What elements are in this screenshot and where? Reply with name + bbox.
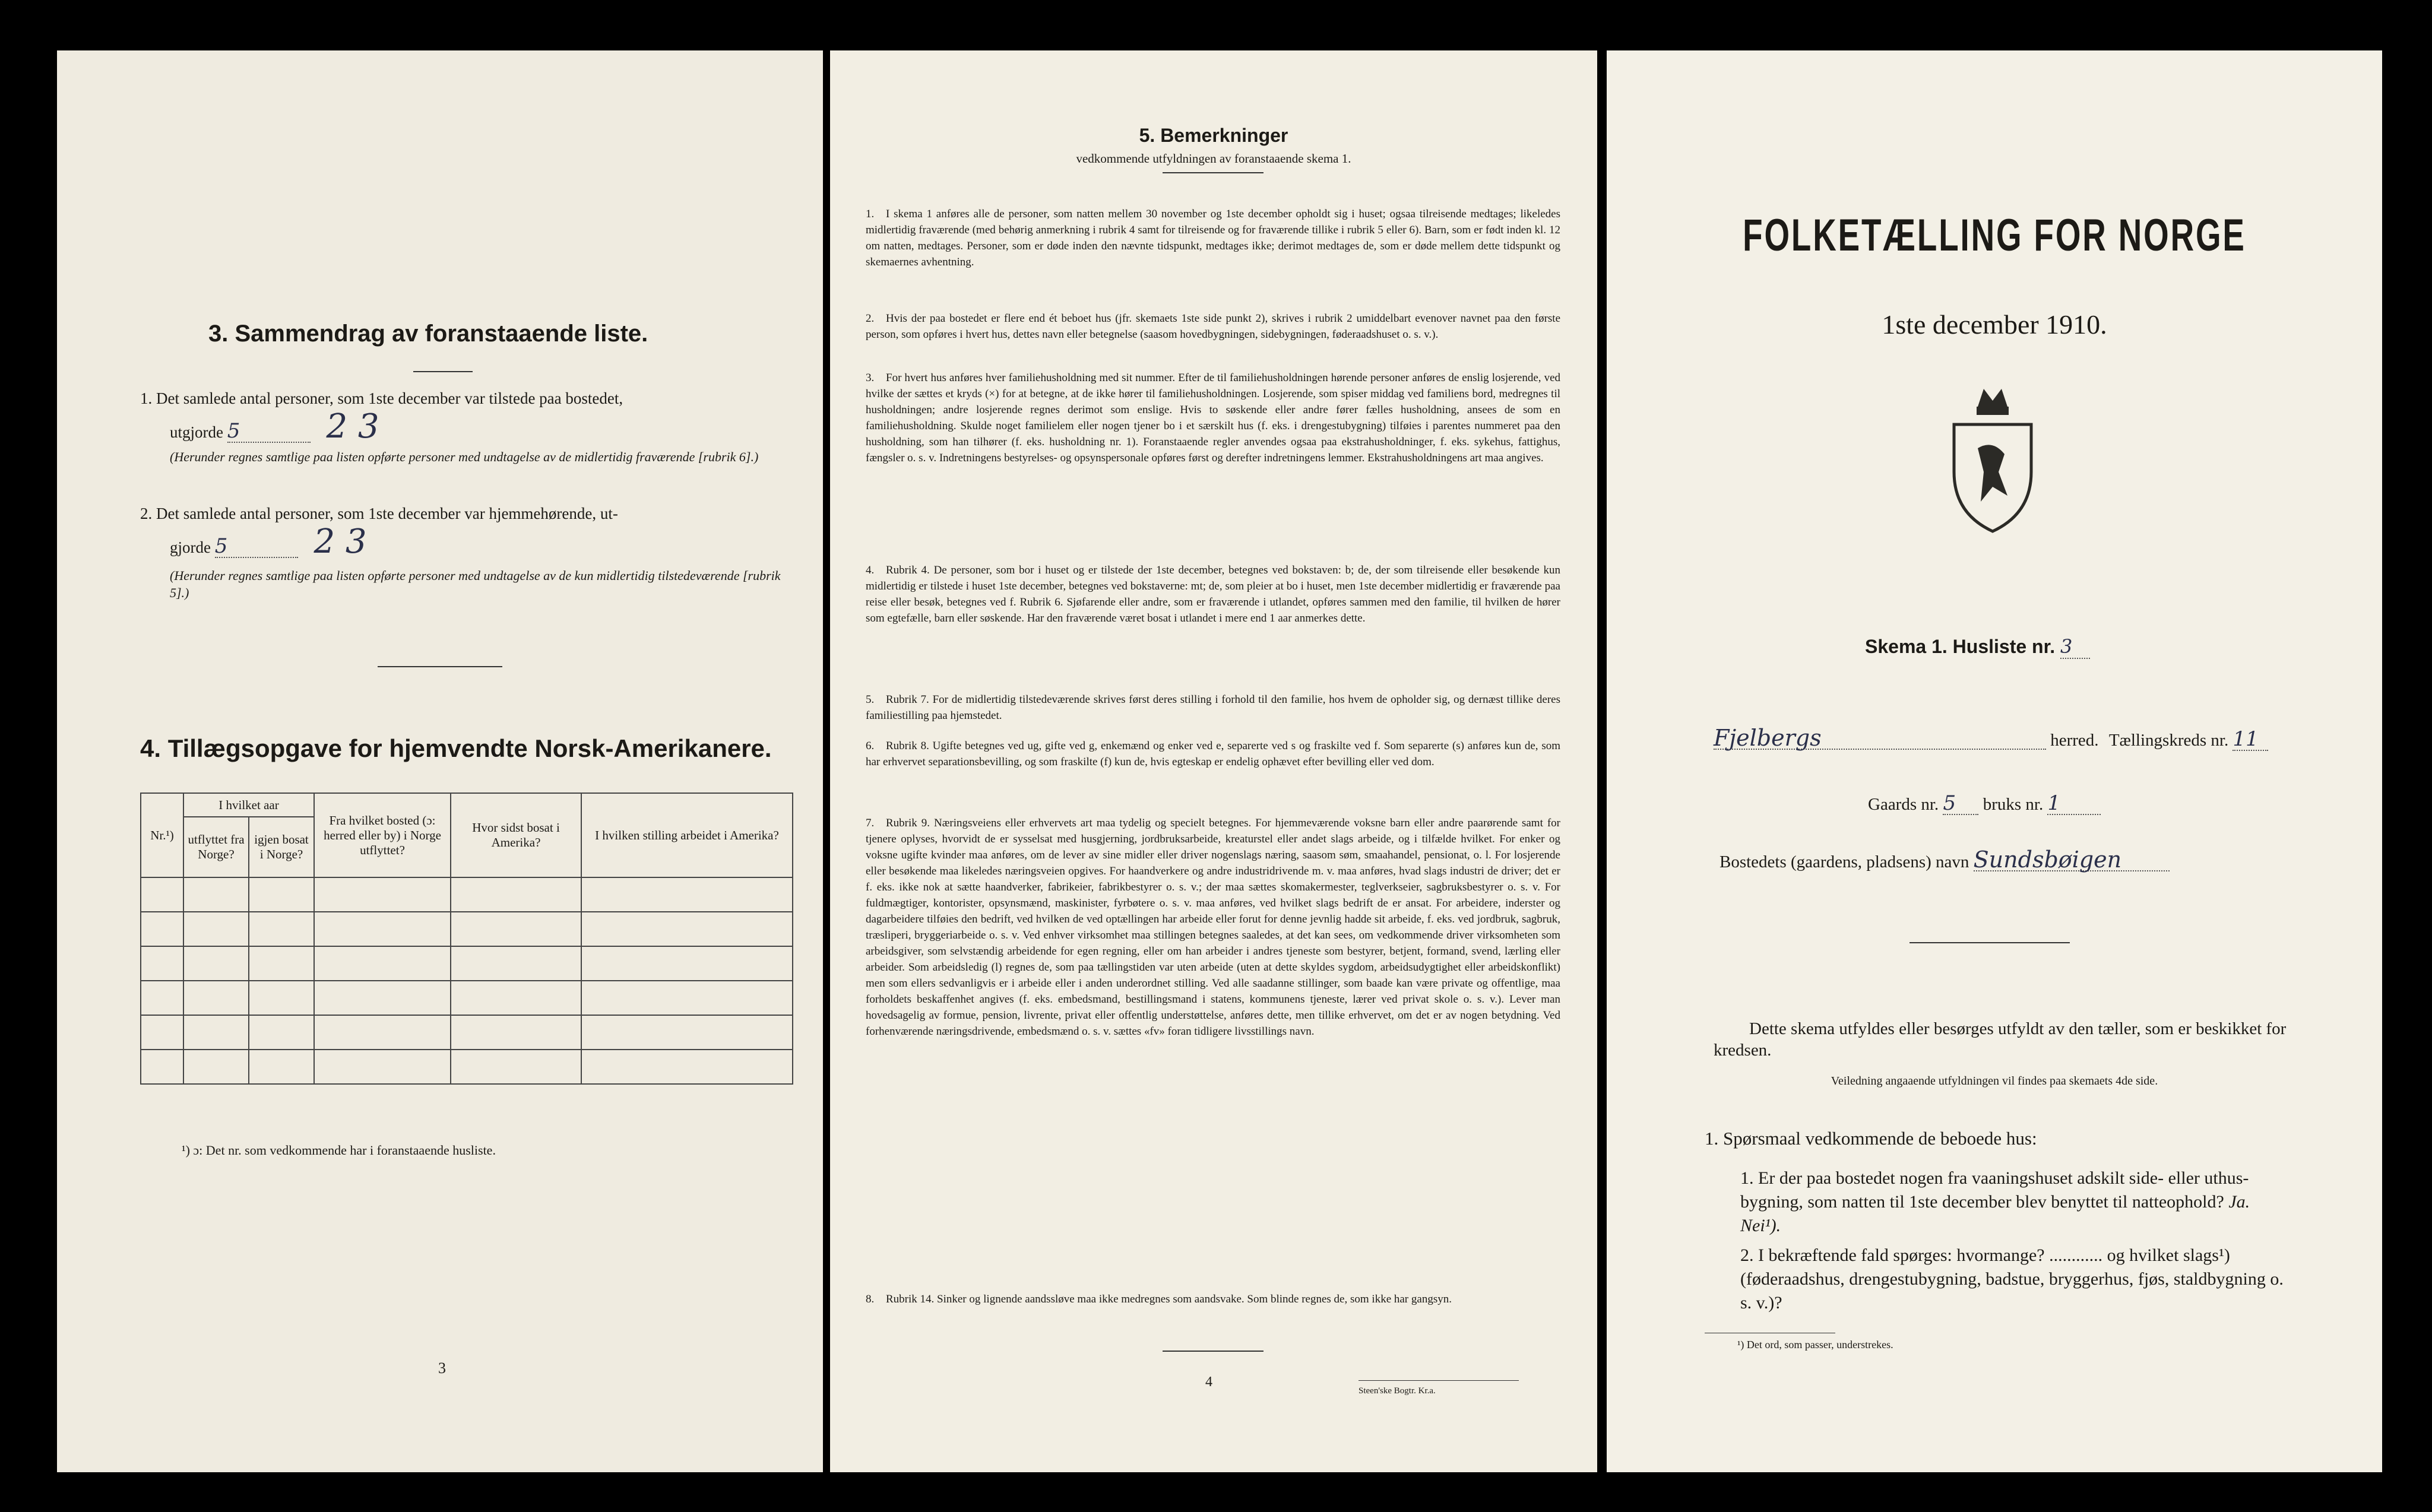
remark-num: 2. — [866, 312, 875, 325]
divider — [1163, 172, 1264, 173]
divider — [1910, 942, 2070, 943]
table-row — [141, 981, 793, 1015]
remarks-title: 5. Bemerkninger — [1139, 125, 1288, 146]
divider — [378, 666, 502, 667]
divider — [413, 371, 473, 372]
count-present-print: 5 — [227, 420, 311, 443]
kreds-label: Tællingskreds nr. — [2108, 731, 2229, 750]
count-resident-handwritten: 2 3 — [314, 522, 367, 561]
gaards-label: Gaards nr. — [1868, 795, 1939, 814]
cover-footnote: ¹) Det ord, som passer, understrekes. — [1737, 1339, 1893, 1351]
section3-title: 3. Sammendrag av foranstaaende liste. — [208, 321, 648, 347]
herred-line — [1714, 727, 2307, 751]
utgjorde-label: utgjorde — [170, 423, 223, 441]
table-footnote: ¹) ɔ: Det nr. som vedkommende har i foranstaaende husliste. — [182, 1143, 496, 1158]
summary-note-1: (Herunder regnes samtlige paa listen opførte personer med undtagelse av de midlertidig fraværende [rubrik 6].) — [170, 449, 759, 464]
col-group-year: I hvilket aar — [183, 793, 314, 817]
table-row — [141, 912, 793, 946]
gjorde-label: gjorde — [170, 538, 211, 556]
cover-page — [1607, 50, 2382, 1472]
bosted-name: Sundsbøigen — [1974, 849, 2170, 871]
coat-of-arms-icon — [1942, 383, 2043, 537]
table-row — [141, 877, 793, 912]
gaards-nr: 5 — [1943, 793, 1978, 815]
gaards-line — [1868, 793, 2101, 815]
remarks-subtitle: vedkommende utfyldningen av foranstaaende skema 1. — [1076, 151, 1351, 166]
table-row — [141, 1050, 793, 1084]
remark-num: 3. — [866, 372, 875, 384]
count-resident-print: 5 — [215, 535, 298, 558]
instruction-small: Veiledning angaaende utfyldningen vil findes paa skemaets 4de side. — [1831, 1074, 2158, 1088]
herred-label: herred. — [2050, 731, 2099, 750]
summary-item-2-value — [170, 522, 367, 561]
remark-item-5 — [866, 692, 1560, 724]
remark-item-6 — [866, 738, 1560, 770]
bruks-label: bruks nr. — [1983, 795, 2044, 814]
remark-text: I skema 1 anføres alle de personer, som natten mellem 30 november og 1ste december opholdt sig i huset; ogsaa tilreisende medtages; likeledes midlertidig fraværende (med behørig anmerkning i rubrik 4 samt for tilreisende og for fraværende tillike i rubrik 5 eller 6). Barn, som er født inden kl. 12 om natten, medtages. Personer, som er døde inden den nævnte tidspunkt, medtages ikke; derimot medtages de, som er døde mellem dette tidspunkt og skemaernes avhentning. — [866, 208, 1560, 268]
question-1-answer: Ja. Nei¹). — [1740, 1192, 2250, 1235]
husliste-nr: 3 — [2060, 635, 2090, 659]
remark-text: Rubrik 9. Næringsveiens eller erhvervets art maa tydelig og specielt betegnes. For hjemmeværende voksne barn eller andre paarørende samt for tjenere oplyses, hvorvidt de er sysselsat med husgjerning, jordbruksarbeide, kreaturstel eller andet slags arbeide, og i tilfælde hvilket. For enker og voksne ugifte kvinder maa anføres, om de lever av sine midler eller driver nogenslags næring, saasom søm, smaahandel, pensionat, o. l. For losjerende eller besøkende maa likeledes næringsveien opgives. For haandverkere og andre industridrivende m. v. maa anføres, hvad slags industri de driver; det er f. eks. ikke nok at sætte haandverker, fabrikeier, fabrikbestyrer o. s. v.; der maa sættes skomakermester, teglverkseier, sagbruksbestyrer o. s. v. For fuldmægtiger, kontorister, opsynsmænd, maskinister, fyrbøtere o. s. v. maa anføres, ved hvilket slags bedrift de er ansat. For arbeidere, inderster og dagarbeidere tilføies den bedrift, ved hvilken de ved optællingen har arbeide eller forut for denne jevnlig hadde sit arbeide, f. eks. ved jordbruk, sagbruk, træsliperi, bryggeriarbeide o. s. v. Ved enhver virksomhet maa stillingen betegnes saaledes, at det kan sees, om vedkommende driver virksomheten som arbeidsgiver, som selvstændig arbeidende for egen regning, eller om han arbeider i andres tjeneste som bestyrer, betjent, formand, svend, lærling eller arbeider. Som arbeidsledig (l) regnes de, som paa tællingstiden var uten arbeide (uten at dette skyldes sygdom, arbeidsudygtighet eller arbeidskonflikt) men som ellers sedvanligvis er i arbeide eller i anden underordnet stilling. Ved alle saadanne stillinger, som baade kan være private og offentlige, maa forholdets beskaffenhet angives (f. eks. embedsmand, bestillingsmand i statens, kommunens tjeneste, lærer ved privat skole o. s. v.). Lever man hovedsagelig av formue, pension, livrente, privat eller offentlig understøttelse, anføres dette, men tillike erhvervet, om det er av nogen betydning. Ved forhenværende næringsdrivende, embedsmænd o. s. v. sættes «fv» foran tidligere livsstillings navn. — [866, 817, 1560, 1038]
remark-num: 5. — [866, 693, 875, 706]
question-1 — [1740, 1167, 2292, 1238]
summary-item-1-value — [170, 407, 379, 446]
cover-title: FOLKETÆLLING FOR NORGE — [1743, 210, 2246, 261]
question-1-text: 1. Er der paa bostedet nogen fra vaaningshuset adskilt side- eller uthus-bygning, som natten til 1ste december blev benyttet til natteophold? — [1740, 1168, 2249, 1212]
remark-item-7 — [866, 815, 1560, 1039]
remark-text: For hvert hus anføres hver familiehusholdning med sit nummer. Efter de til familiehusholdningen hørende personer anføres de enslig losjerende, ved hvilke der sættes et kryds (×) for at betegne, at de ikke hører til familiehusholdningen. Losjerende, som spiser middag ved familiens bord, medregnes til husholdningen; andre losjerende regnes derimot som enslige. Hvis to søskende eller andre fører fælles husholdning, ansees de som en familiehusholdning. Skulde noget familielem eller nogen tjener bo i et særskilt hus (f. eks. i drengestubygning) tilføies i parentes nummeret paa den husholdning, som han tilhører (f. eks. husholdning nr. 1). Foranstaaende regler anvendes ogsaa paa ekstrahusholdninger, f. eks. sykehus, fattighus, fængsler o. s. v. Indretningens bestyrelses- og opsynspersonale opføres først og derefter indretningens lemmer. Ekstrahusholdningens art maa angives. — [866, 372, 1560, 464]
page-number: 3 — [438, 1359, 446, 1377]
remark-item-1 — [866, 206, 1560, 270]
remark-text: Rubrik 8. Ugifte betegnes ved ug, gifte ved g, enkemænd og enker ved e, separerte ved s og fraskilte ved f. Som separerte (s) anføres kun de, som har erhvervet separationsbevilling, og som fraskilte (f) kun de, hvis egteskap er endelig ophævet efter bevilling eller ved dom. — [866, 740, 1560, 768]
printer-imprint: Steen'ske Bogtr. Kr.a. — [1358, 1386, 1436, 1396]
remark-num: 6. — [866, 740, 875, 752]
divider — [1358, 1380, 1519, 1381]
col-nr: Nr.¹) — [141, 793, 183, 877]
bosted-label: Bostedets (gaardens, pladsens) navn — [1720, 852, 1969, 871]
remark-text: Rubrik 7. For de midlertidig tilstedeværende skrives først deres stilling i forhold til den familie, hos hvem de opholder sig, og dernæst tillike deres familiestilling paa hjemstedet. — [866, 693, 1560, 722]
remark-num: 7. — [866, 817, 875, 829]
page-3 — [57, 50, 823, 1472]
bosted-line — [1720, 849, 2170, 873]
remark-text: Hvis der paa bostedet er flere end ét beboet hus (jfr. skemaets 1ste side punkt 2), skrives i rubrik 2 umiddelbart evenover navnet paa den første person, som opføres i hvert hus, dettes navn eller betegnelse (saasom hovedbygningen, sidebygningen, føderaadshuset o. s. v.). — [866, 312, 1560, 341]
divider — [1163, 1351, 1264, 1352]
table-row — [141, 1015, 793, 1050]
section4-title: 4. Tillægsopgave for hjemvendte Norsk-Amerikanere. — [140, 734, 772, 762]
col-hvor-amerika: Hvor sidst bosat i Amerika? — [451, 793, 581, 877]
remark-text: Rubrik 4. De personer, som bor i huset og er tilstede der 1ste december, betegnes ved bokstaven: b; de, der som tilreisende eller besøkende kun midlertidig er tilstede i huset 1ste december, betegnes ved bokstaverne: mt; de, som pleier at bo i huset, men 1ste december midlertidig er fraværende paa reise eller besøk, betegnes ved f. Rubrik 6. Sjøfarende eller andre, som er fraværende i utlandet, opføres sammen med den familie, til hvilken de hører som egtefælle, barn eller søskende. Har den fraværende været bosat i utlandet i mere end 1 aar anmerkes dette. — [866, 564, 1560, 625]
bruks-nr: 1 — [2047, 793, 2101, 815]
remark-text: Rubrik 14. Sinker og lignende aandssløve maa ikke medregnes som aandsvake. Som blinde regnes de, som ikke har gangsyn. — [886, 1293, 1452, 1305]
remark-num: 4. — [866, 564, 875, 576]
remark-item-3 — [866, 370, 1560, 466]
instruction-main: Dette skema utfyldes eller besørges utfyldt av den tæller, som er beskikket for kredsen. — [1714, 1019, 2287, 1060]
remark-item-4 — [866, 562, 1560, 626]
kreds-nr: 11 — [2232, 728, 2268, 751]
col-stilling: I hvilken stilling arbeidet i Amerika? — [581, 793, 793, 877]
question-2: 2. I bekræftende fald spørges: hvormange? ............ og hvilket slags¹) (føderaadshus, drengestubygning, badstue, bryggerhus, fjøs, staldbygning o. s. v.)? — [1740, 1245, 2284, 1313]
summary-note-2: (Herunder regnes samtlige paa listen opførte personer med undtagelse av de kun midlertidig tilstedeværende [rubrik 5].) — [170, 568, 781, 600]
summary-item-2: 2. Det samlede antal personer, som 1ste december var hjemmehørende, ut- — [140, 505, 618, 522]
schema-label: Skema 1. Husliste nr. — [1865, 636, 2056, 657]
col-igjen-bosat: igjen bosat i Norge? — [249, 817, 314, 877]
schema-line — [1865, 635, 2090, 659]
count-present-handwritten: 2 3 — [326, 407, 379, 446]
norsk-amerikanere-table — [140, 793, 793, 1085]
remark-item-8 — [866, 1291, 1560, 1307]
col-fra-bosted: Fra hvilket bosted (ɔ: herred eller by) i Norge utflyttet? — [314, 793, 451, 877]
table-row — [141, 946, 793, 981]
col-utflyttet: utflyttet fra Norge? — [183, 817, 249, 877]
summary-item-1: 1. Det samlede antal personer, som 1ste december var tilstede paa bostedet, — [140, 389, 623, 407]
question-heading: 1. Spørsmaal vedkommende de beboede hus: — [1705, 1128, 2037, 1149]
remark-num: 1. — [866, 208, 875, 220]
herred-value: Fjelbergs — [1714, 727, 2046, 750]
cover-date: 1ste december 1910. — [1882, 309, 2107, 340]
remark-item-2 — [866, 310, 1560, 343]
page-number: 4 — [1205, 1374, 1212, 1390]
remark-num: 8. — [866, 1293, 875, 1305]
page-4 — [830, 50, 1597, 1472]
